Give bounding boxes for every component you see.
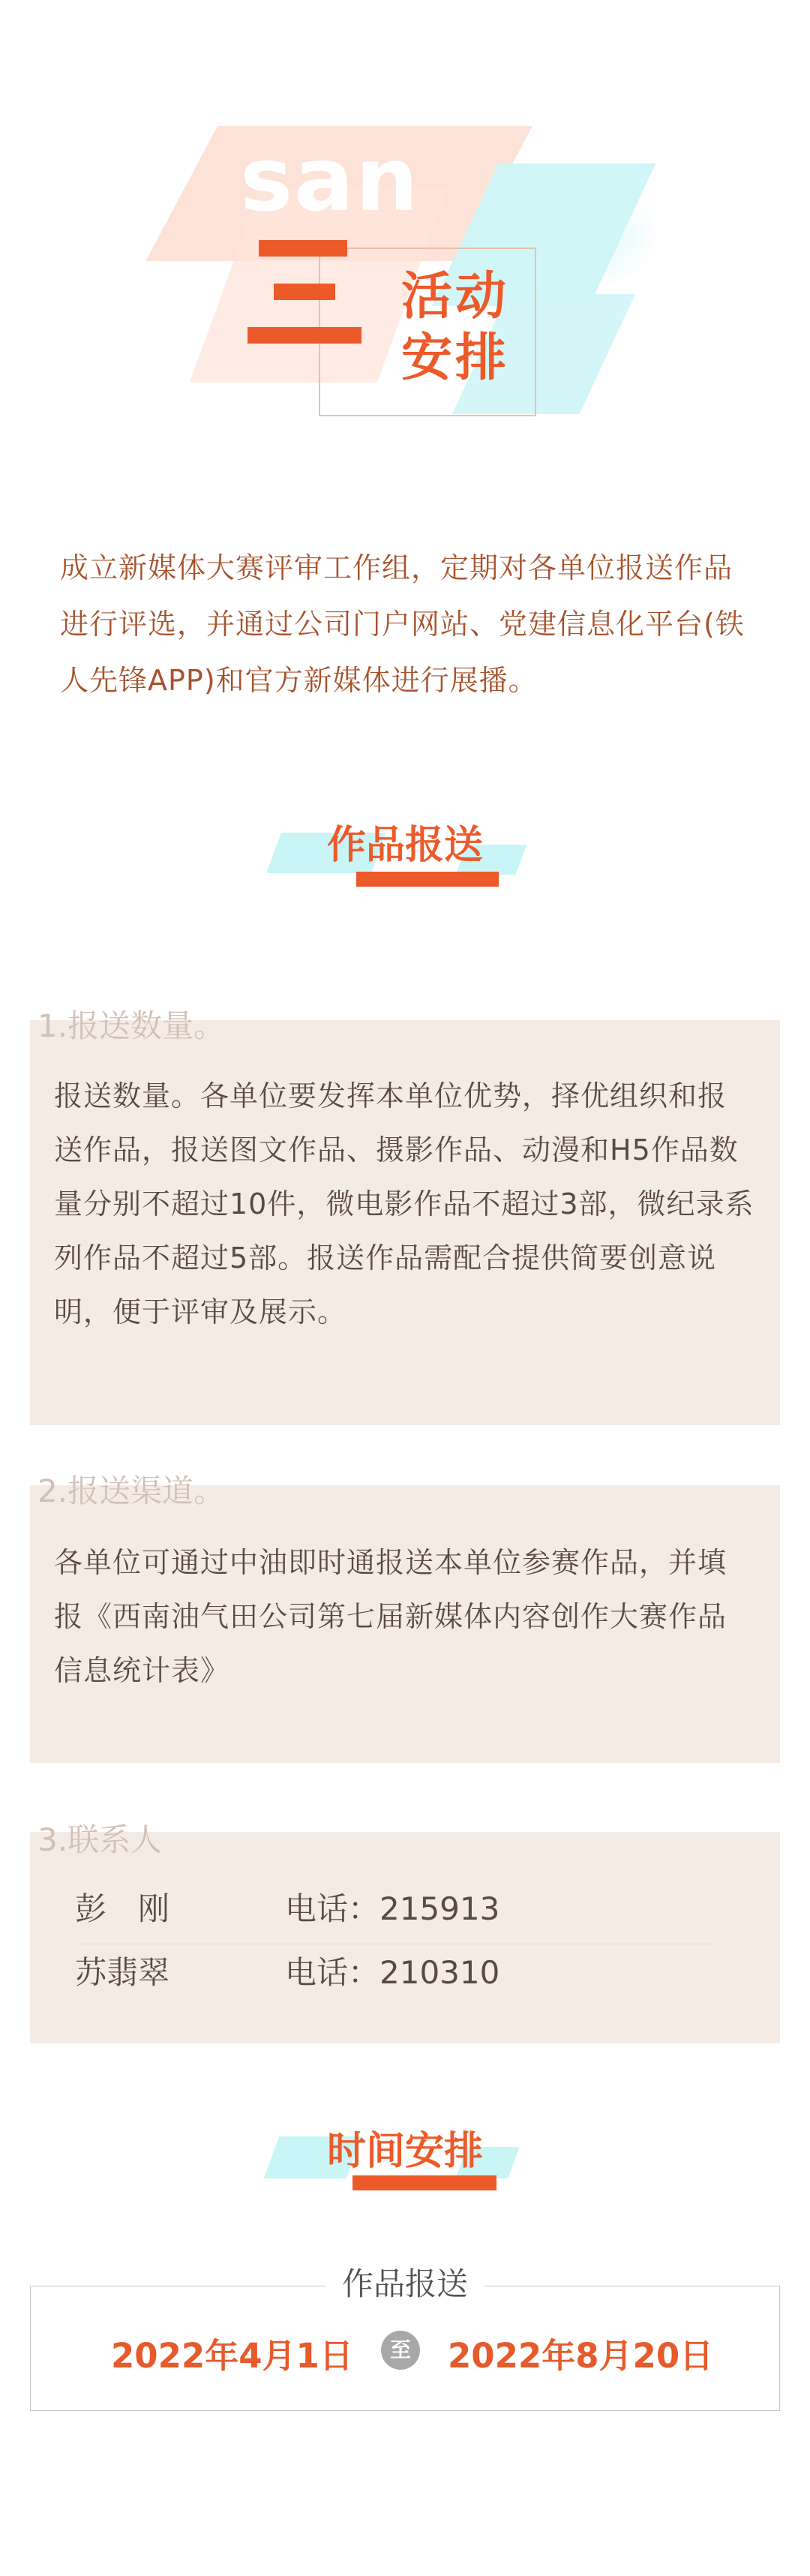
end-date: 2022年8月20日 — [448, 2336, 714, 2376]
panel-label-quantity: 1.报送数量。 — [38, 1007, 226, 1044]
section-title-submission: 作品报送 — [326, 823, 483, 868]
start-date: 2022年4月1日 — [111, 2336, 353, 2376]
panel-label-channel: 2.报送渠道。 — [38, 1473, 226, 1509]
section-heading-underline — [356, 872, 499, 887]
header-title-line1: 活动 — [401, 267, 510, 326]
header-numeral-stroke — [274, 284, 335, 300]
header-numeral-stroke — [259, 240, 347, 257]
section-title-schedule: 时间安排 — [326, 2129, 483, 2174]
contact-name: 苏翡翠 — [75, 1954, 170, 1991]
contact-phone: 电话：210310 — [285, 1954, 500, 1991]
contact-phone: 电话：215913 — [285, 1890, 500, 1927]
section-heading-underline — [352, 2175, 496, 2190]
header-numeral-stroke — [248, 327, 362, 344]
to-badge: 至 — [381, 2331, 420, 2370]
panel-label-contacts: 3.联系人 — [38, 1821, 163, 1858]
schedule-box-label-wrap — [0, 2259, 810, 2304]
panel-text-quantity: 报送数量。各单位要发挥本单位优势，择优组织和报送作品，报送图文作品、摄影作品、动漫和H5作品数量分别不超过10件，微电影作品不超过3部，微纪录系列作品不超过5部。报送作品需配合提供简要创意说明，便于评审及展示。 — [54, 1079, 754, 1329]
header-decor-text: san — [240, 128, 420, 231]
panel-contacts — [30, 1832, 780, 2043]
panel-text-channel: 各单位可通过中油即时通报送本单位参赛作品，并填报《西南油气田公司第七届新媒体内容创作大赛作品信息统计表》 — [54, 1546, 728, 1687]
contact-name: 彭 刚 — [75, 1890, 170, 1927]
schedule-box-label: 作品报送 — [326, 2259, 484, 2304]
header-title-line2: 安排 — [401, 329, 510, 388]
intro-paragraph: 成立新媒体大赛评审工作组，定期对各单位报送作品进行评选，并通过公司门户网站、党建信息化平台(铁人先锋APP)和官方新媒体进行展播。 — [60, 551, 745, 697]
header-title — [401, 266, 509, 389]
